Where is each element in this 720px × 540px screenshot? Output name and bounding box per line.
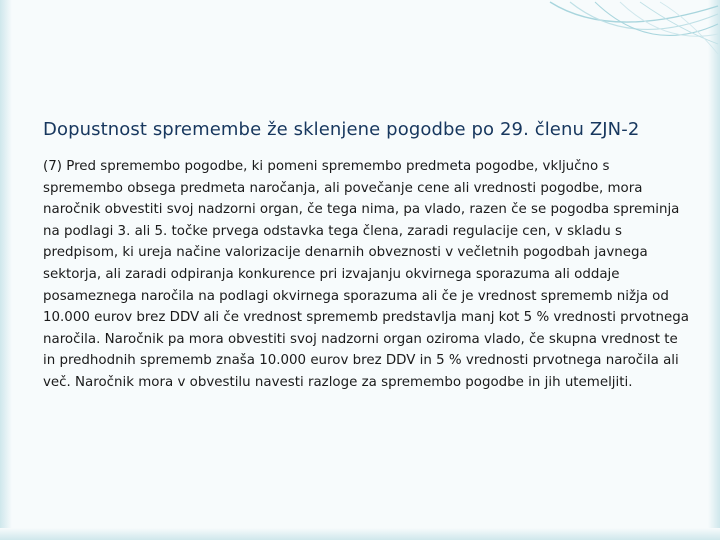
slide-border-left: [0, 0, 12, 540]
slide-border-bottom: [0, 528, 720, 540]
slide-body-text: (7) Pred spremembo pogodbe, ki pomeni spremembo predmeta pogodbe, vključno s spremembo obsega predmeta naročanja, ali povečanje cene ali vrednosti pogodbe, mora naročnik obvestiti svoj nadzorni organ, če tega nima, pa vlado, razen če se pogodba spreminja na podlagi 3. ali 5. točke prvega odstavka tega člena, zaradi regulacije cen, v skladu s predpisom, ki ureja načine valorizacije denarnih obveznosti v večletnih pogodbah javnega sektorja, ali zaradi odpiranja konkurence pri izvajanju okvirnega sporazuma ali oddaje posameznega naročila na podlagi okvirnega sporazuma ali če je vrednost sprememb nižja od 10.000 eurov brez DDV ali če vrednost sprememb predstavlja manj kot 5 % vrednosti prvotnega naročila. Naročnik pa mora obvestiti svoj nadzorni organ oziroma vlado, če skupna vrednost te in predhodnih sprememb znaša 10.000 eurov brez DDV in 5 % vrednosti prvotnega naročila ali več. Naročnik mora v obvestilu navesti razloge za spremembo pogodbe in jih utemeljiti.: [43, 159, 689, 390]
decorative-corner-swirl: [540, 0, 720, 90]
slide-title: Dopustnost spremembe že sklenjene pogodbe po 29. členu ZJN-2: [43, 119, 640, 140]
